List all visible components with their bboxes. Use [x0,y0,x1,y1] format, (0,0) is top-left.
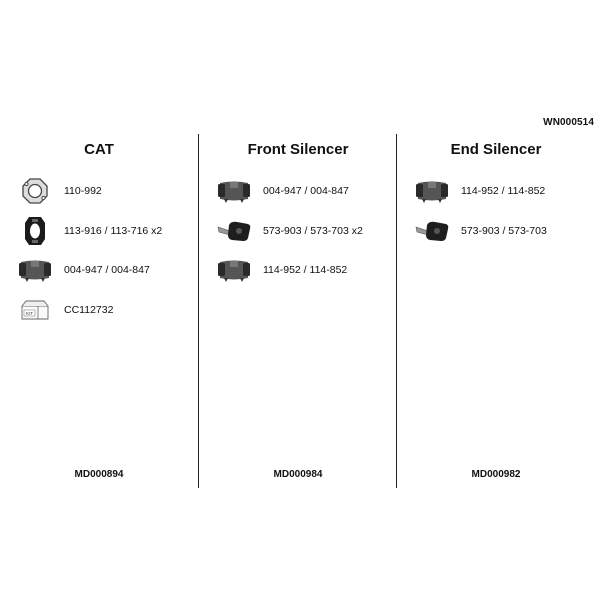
part-number: 114-952 / 114-852 [263,264,348,276]
column-code: MD000982 [471,469,521,480]
column-title: Front Silencer [247,141,349,158]
part-number: 113-916 / 113-716 x2 [64,225,163,237]
part-number: 573-903 / 573-703 x2 [263,225,363,237]
clamp-icon [217,255,251,285]
gasket-icon [18,176,52,206]
column-title: End Silencer [450,141,542,158]
part-row [18,176,102,206]
column-title: CAT [84,141,114,158]
part-row [18,216,162,246]
hanger-bracket-icon [217,216,251,246]
kit-box-icon [18,295,52,325]
rubber-hanger-icon [18,216,52,246]
part-row [217,216,363,246]
diagram-reference-code: WN000514 [543,117,594,128]
clamp-icon [18,255,52,285]
column-cat [0,134,198,488]
part-row [415,216,547,246]
part-number: 114-952 / 114-852 [461,185,546,197]
clamp-icon [415,176,449,206]
part-row [217,176,349,206]
part-row [18,295,113,325]
part-row [18,255,150,285]
part-number: 004-947 / 004-847 [64,264,150,276]
part-number: 573-903 / 573-703 [461,225,547,237]
column-code: MD000984 [273,469,323,480]
part-number: 110-992 [64,185,102,197]
clamp-icon [217,176,251,206]
svg-text:KIT: KIT [25,311,34,316]
column-end-silencer [396,134,595,488]
part-number: 004-947 / 004-847 [263,185,349,197]
column-code: MD000894 [74,469,124,480]
part-row [415,176,545,206]
column-front-silencer [198,134,397,488]
hanger-bracket-icon [415,216,449,246]
part-number: CC112732 [64,304,114,316]
part-row [217,255,347,285]
